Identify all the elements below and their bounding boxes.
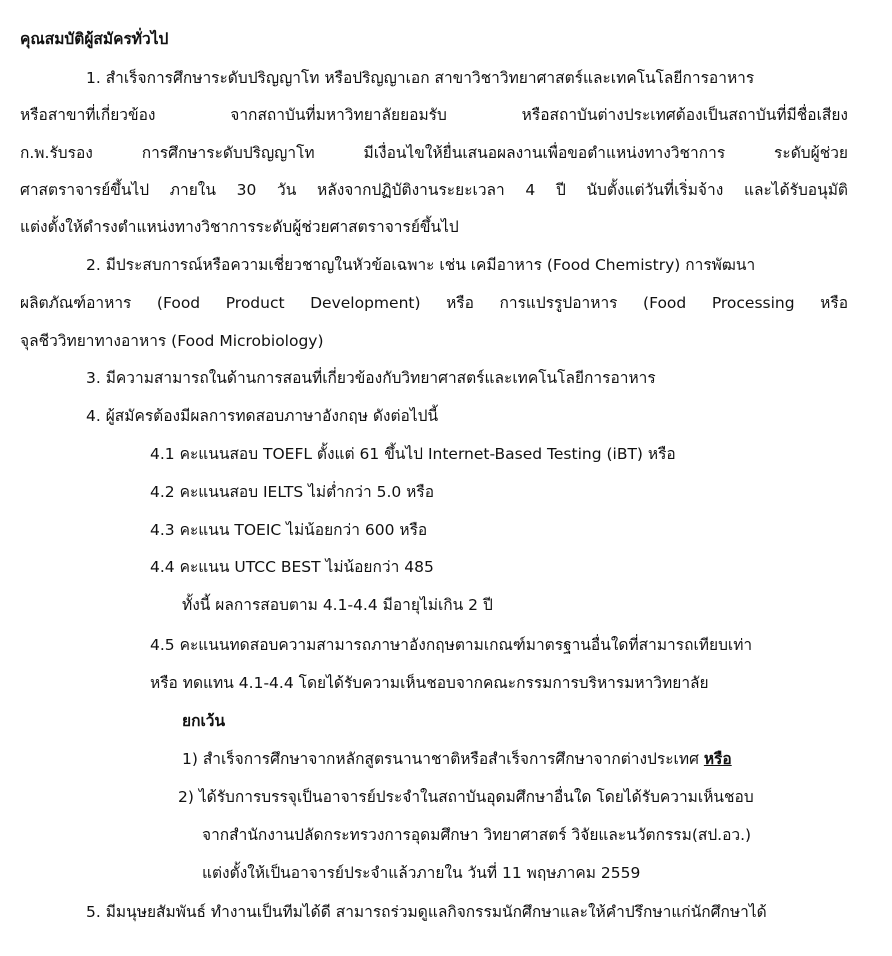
item-1-line-3: ก.พ.รับรอง การศึกษาระดับปริญญาโท มีเงื่อนไขให้ยื่นเสนอผลงานเพื่อขอตำแหน่งทางวิชาการ ระดับผู้ช่วย bbox=[20, 144, 848, 162]
exception-1-or: หรือ bbox=[703, 750, 732, 768]
item-3: 3. มีความสามารถในด้านการสอนที่เกี่ยวข้องกับวิทยาศาสตร์และเทคโนโลยีการอาหาร bbox=[86, 369, 656, 387]
section-heading: คุณสมบัติผู้สมัครทั่วไป bbox=[20, 30, 169, 48]
item-2-line-2: ผลิตภัณฑ์อาหาร (Food Product Development) หรือ การแปรรูปอาหาร (Food Processing หรือ bbox=[20, 294, 848, 312]
sub-item-4-5-line-2: หรือ ทดแทน 4.1-4.4 โดยได้รับความเห็นชอบจากคณะกรรมการบริหารมหาวิทยาลัย bbox=[150, 674, 709, 692]
item-2-line-3: จุลชีววิทยาทางอาหาร (Food Microbiology) bbox=[20, 332, 324, 350]
item-2-line-1: 2. มีประสบการณ์หรือความเชี่ยวชาญในหัวข้อเฉพาะ เช่น เคมีอาหาร (Food Chemistry) การพัฒนา bbox=[86, 256, 756, 274]
sub-item-4-1: 4.1 คะแนนสอบ TOEFL ตั้งแต่ 61 ขึ้นไป Internet-Based Testing (iBT) หรือ bbox=[150, 445, 676, 463]
exception-2-line-1: 2) ได้รับการบรรจุเป็นอาจารย์ประจำในสถาบันอุดมศึกษาอื่นใด โดยได้รับความเห็นชอบ bbox=[178, 788, 754, 806]
item-5: 5. มีมนุษยสัมพันธ์ ทำงานเป็นทีมได้ดี สามารถร่วมดูแลกิจกรรมนักศึกษาและให้คำปรึกษาแก่นักศึกษาได้ bbox=[86, 903, 767, 921]
item-1-line-2: หรือสาขาที่เกี่ยวข้อง จากสถาบันที่มหาวิทยาลัยยอมรับ หรือสถาบันต่างประเทศต้องเป็นสถาบันที่มีชื่อเสียง bbox=[20, 106, 848, 124]
item-1-line-5: แต่งตั้งให้ดำรงตำแหน่งทางวิชาการระดับผู้ช่วยศาสตราจารย์ขึ้นไป bbox=[20, 218, 459, 236]
sub-item-4-4: 4.4 คะแนน UTCC BEST ไม่น้อยกว่า 485 bbox=[150, 558, 434, 576]
item-4: 4. ผู้สมัครต้องมีผลการทดสอบภาษาอังกฤษ ดังต่อไปนี้ bbox=[86, 407, 439, 425]
item-1-line-1: 1. สำเร็จการศึกษาระดับปริญญาโท หรือปริญญาเอก สาขาวิชาวิทยาศาสตร์และเทคโนโลยีการอาหาร bbox=[86, 69, 755, 87]
sub-item-4-2: 4.2 คะแนนสอบ IELTS ไม่ต่ำกว่า 5.0 หรือ bbox=[150, 483, 435, 501]
exception-2-line-2: จากสำนักงานปลัดกระทรวงการอุดมศึกษา วิทยาศาสตร์ วิจัยและนวัตกรรม(สป.อว.) bbox=[202, 826, 752, 844]
exception-label: ยกเว้น bbox=[182, 712, 226, 730]
item-1-line-4: ศาสตราจารย์ขึ้นไป ภายใน 30 วัน หลังจากปฏิบัติงานระยะเวลา 4 ปี นับตั้งแต่วันที่เริ่มจ้าง และได้รับอนุมัติ bbox=[20, 181, 848, 199]
sub-item-4-5-line-1: 4.5 คะแนนทดสอบความสามารถภาษาอังกฤษตามเกณฑ์มาตรฐานอื่นใดที่สามารถเทียบเท่า bbox=[150, 636, 753, 654]
sub-item-4-3: 4.3 คะแนน TOEIC ไม่น้อยกว่า 600 หรือ bbox=[150, 521, 428, 539]
exception-1 bbox=[182, 748, 732, 770]
exception-2-line-3: แต่งตั้งให้เป็นอาจารย์ประจำแล้วภายใน วันที่ 11 พฤษภาคม 2559 bbox=[202, 864, 641, 882]
validity-note: ทั้งนี้ ผลการสอบตาม 4.1-4.4 มีอายุไม่เกิน 2 ปี bbox=[182, 596, 493, 614]
exception-1-text: 1) สำเร็จการศึกษาจากหลักสูตรนานาชาติหรือสำเร็จการศึกษาจากต่างประเทศ bbox=[182, 750, 699, 768]
